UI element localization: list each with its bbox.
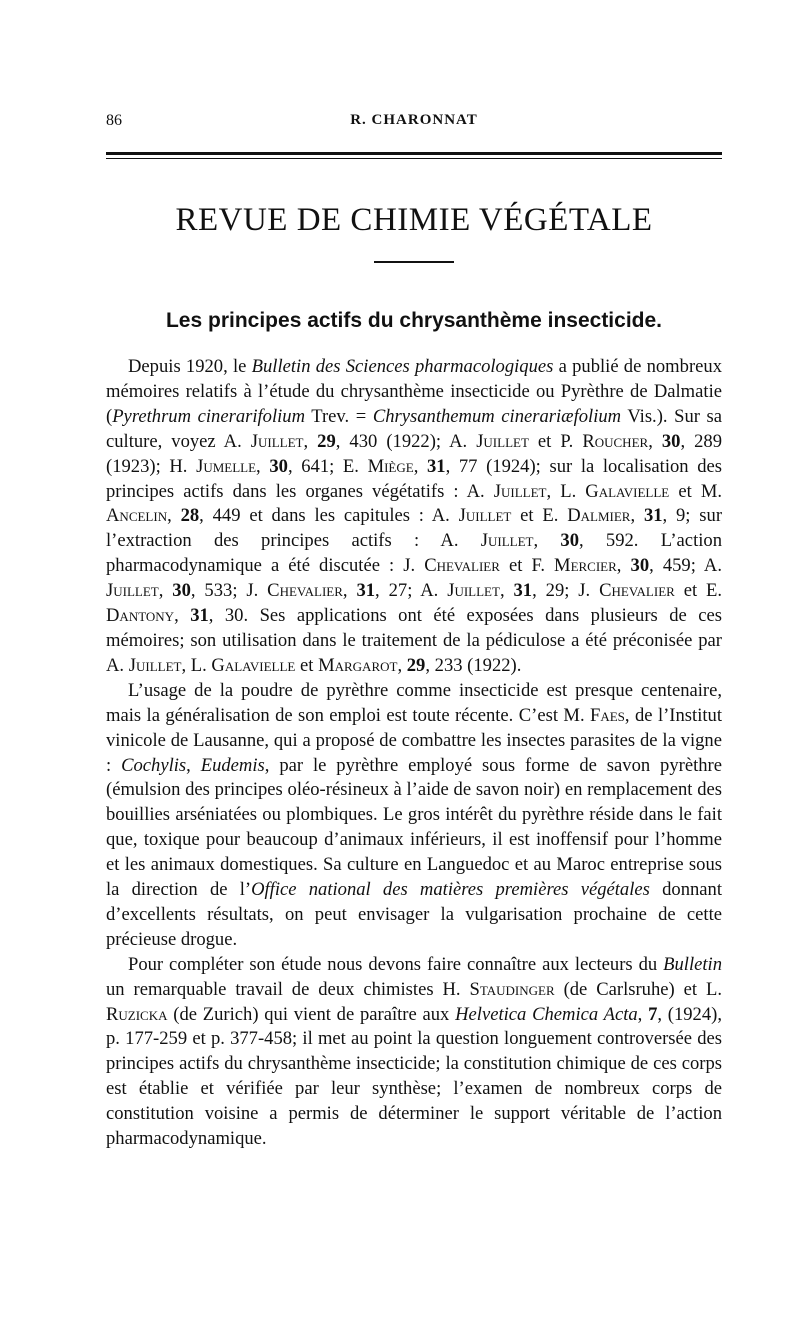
text-run: , 430 (1922); A.	[335, 430, 477, 452]
author-name: Mercier	[554, 555, 617, 577]
volume-number: 30	[661, 430, 681, 452]
text-run: , 30. Ses applications ont été exposées dans plusieurs de ces mémoires; son utilisation dans le traitement de la pédiculose a été préconisée par A.	[106, 605, 722, 676]
author-name: Juillet	[458, 505, 512, 527]
volume-number: 28	[180, 505, 200, 527]
author-name: Juillet	[493, 480, 547, 502]
text-run: , 459; A.	[649, 555, 722, 577]
author-name: Juillet	[447, 580, 500, 602]
text-run: un remarquable travail de deux chimistes H.	[106, 978, 470, 1000]
author-name: Chevalier	[424, 555, 500, 577]
author-name: Juillet	[480, 530, 534, 552]
volume-number: 30	[560, 530, 579, 552]
paragraph	[106, 679, 722, 953]
text-run: ,	[174, 605, 191, 627]
italic-text: Eudemis	[200, 754, 265, 776]
author-name: Ruzicka	[106, 1003, 168, 1025]
italic-text: Bulletin	[663, 953, 722, 975]
author-name: Dantony	[106, 605, 175, 627]
paragraph	[106, 355, 722, 679]
text-run: donnant d’excellents résultats, on peut envisager la vulgarisation prochaine de cette précieuse drogue.	[106, 879, 722, 950]
text-run: , 592. L’action pharmacodynamique a été discutée : J.	[106, 530, 722, 577]
author-name: Miège	[367, 455, 414, 477]
volume-number: 31	[356, 580, 376, 602]
header-rule-thick	[106, 152, 722, 155]
text-run: Trev. =	[305, 405, 373, 427]
italic-text: Helvetica Chemica Acta	[455, 1003, 638, 1025]
page-header	[106, 112, 722, 134]
text-run: , 77 (1924); sur la localisation des principes actifs dans les organes végétatifs : A.	[106, 455, 723, 502]
article-body	[106, 355, 722, 1152]
volume-number: 30	[172, 580, 191, 602]
text-run: ,	[499, 580, 514, 602]
text-run: et F.	[499, 555, 555, 577]
text-run: et E.	[511, 505, 568, 527]
author-name: Ancelin	[106, 505, 168, 527]
volume-number: 30	[630, 555, 650, 577]
header-rule-thin	[106, 158, 722, 159]
text-run: , L.	[181, 654, 212, 676]
text-run: , 233 (1922).	[425, 654, 522, 676]
text-run: , 449 et dans les capitules : A.	[199, 505, 459, 527]
italic-text: Pyrethrum cinerarifolium	[112, 405, 306, 427]
text-run: ,	[616, 555, 631, 577]
text-run: , 27; A.	[375, 580, 448, 602]
text-run: , 533; J.	[190, 580, 268, 602]
text-run: ,	[167, 505, 181, 527]
text-run: , 641; E.	[287, 455, 368, 477]
text-run: ,	[413, 455, 427, 477]
text-run: , de l’Institut vinicole de Lausanne, qui a proposé de combattre les insectes parasites de la vigne :	[106, 704, 722, 776]
volume-number: 31	[643, 505, 663, 527]
running-head: R. CHARONNAT	[350, 112, 478, 128]
text-run: et E.	[674, 580, 723, 602]
author-name: Staudinger	[469, 978, 555, 1000]
author-name: Chevalier	[599, 580, 675, 602]
text-run: ,	[303, 430, 318, 452]
volume-number: 29	[317, 430, 336, 452]
text-run: ,	[630, 505, 644, 527]
volume-number: 31	[513, 580, 533, 602]
italic-text: Office national des matières premières végétales	[251, 879, 650, 901]
text-run: et P.	[528, 430, 583, 452]
author-name: Dalmier	[567, 505, 631, 527]
author-name: Jumelle	[196, 455, 257, 477]
volume-number: 29	[406, 654, 426, 676]
text-run: ,	[397, 654, 407, 676]
text-run: a publié de nombreux mémoires relatifs à l’étude du chrysanthème insecticide ou Pyrèthre de Dalmatie (	[106, 356, 722, 427]
author-name: Juillet	[128, 654, 182, 676]
author-name: Galavielle	[585, 480, 670, 502]
text-run: et	[295, 654, 319, 676]
text-run: , 29; J.	[532, 580, 600, 602]
text-run: (de Carlsruhe) et L.	[554, 978, 722, 1000]
italic-text: Bulletin des Sciences pharmacologiques	[251, 356, 554, 377]
text-run: (de Zurich) qui vient de paraître aux	[167, 1003, 456, 1025]
text-run: L’usage de la poudre de pyrèthre comme insecticide est presque centenaire, mais la généralisation de son emploi est toute récente. C’est M.	[106, 679, 722, 726]
volume-number: 31	[190, 605, 209, 627]
article-title: Les principes actifs du chrysanthème insecticide.	[165, 309, 662, 332]
text-run: et M.	[669, 480, 723, 502]
text-run: ,	[533, 530, 561, 552]
text-run: ,	[256, 455, 270, 477]
text-run: ,	[648, 430, 662, 452]
volume-number: 31	[427, 455, 446, 477]
text-run: ,	[158, 580, 173, 602]
text-run: , (1924), p. 177-259 et p. 377-458; il met au point la question longuement controversée des principes actifs du chrysanthème insecticide; la constitution chimique de ces corps est établie et vérifiée par leur synthèse; l’examen de nombreux corps de constitution voisine a permis de déterminer le support véritable de l’action pharmacodynamique.	[106, 1003, 722, 1150]
author-name: Margarot	[318, 654, 398, 676]
text-run: , par le pyrèthre employé sous forme de savon pyrèthre (émulsion des principes oléo-résineux à l’aide de savon noir) en remplacement des bouillies arséniatées ou plombiques. Le gros intérêt du pyrèthre réside dans le fait que, toxique pour beaucoup d’animaux inférieurs, il est inoffensif pour l’homme et les animaux domestiques. Sa culture en Languedoc et au Maroc entreprise sous la direction de l’	[106, 754, 723, 901]
section-title: REVUE DE CHIMIE VÉGÉTALE	[175, 202, 653, 238]
volume-number: 7	[648, 1003, 658, 1025]
author-name: Juillet	[250, 430, 304, 452]
text-run: ,	[342, 580, 357, 602]
author-name: Faes	[590, 704, 625, 726]
text-run: , 289 (1923); H.	[106, 430, 723, 477]
text-run: , 9; sur l’extraction des principes actifs : A.	[106, 505, 723, 552]
text-run: Depuis 1920, le	[128, 356, 252, 377]
author-name: Juillet	[106, 580, 159, 602]
page-number: 86	[106, 112, 122, 129]
italic-text: Cochylis	[121, 754, 187, 776]
author-name: Chevalier	[267, 580, 343, 602]
text-run: ,	[637, 1003, 649, 1025]
text-run: , L.	[546, 480, 586, 502]
author-name: Galavielle	[211, 654, 296, 676]
author-name: Juillet	[476, 430, 529, 452]
text-run: ,	[186, 754, 201, 776]
paragraph	[106, 953, 722, 1152]
italic-text: Chrysanthemum cinerariæfolium	[372, 405, 622, 427]
text-run: Pour compléter son étude nous devons faire connaître aux lecteurs du	[128, 953, 664, 975]
title-divider	[374, 261, 454, 263]
text-run: Vis.). Sur sa culture, voyez A.	[106, 405, 723, 452]
volume-number: 30	[269, 455, 288, 477]
author-name: Roucher	[582, 430, 649, 452]
